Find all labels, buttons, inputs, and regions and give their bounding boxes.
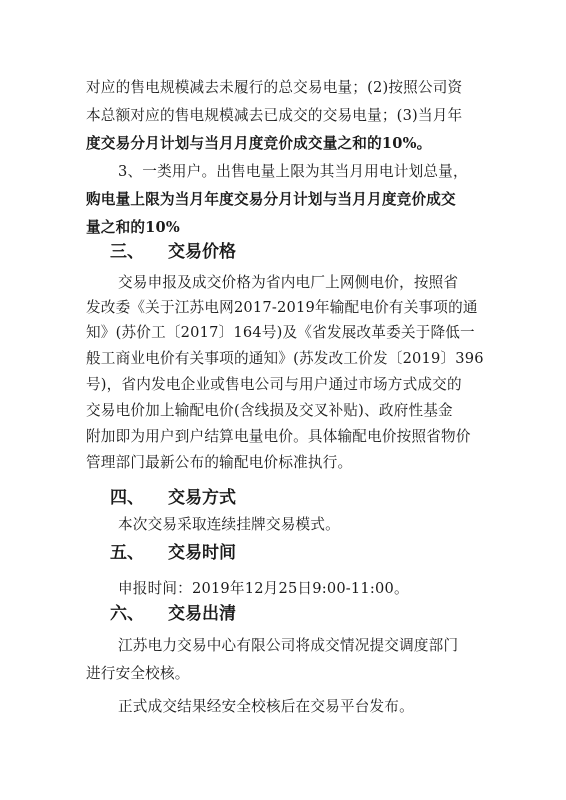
section-title: 交易出清 [168, 604, 236, 624]
paragraph-line: 管理部门最新公布的输配电价标准执行。 [86, 454, 353, 471]
section-title: 交易方式 [168, 488, 236, 508]
paragraph-line: 3、一类用户。出售电量上限为其当月用电计划总量， [118, 163, 468, 180]
paragraph-line: 交易申报及成交价格为省内电厂上网侧电价，按照省 [118, 274, 459, 291]
paragraph-line: 度交易分月计划与当月月度竞价成交量之和的10%。 [86, 135, 432, 152]
paragraph-line: 对应的售电规模减去未履行的总交易电量；(2)按照公司资 [86, 79, 463, 96]
paragraph-line: 进行安全校核。 [86, 665, 190, 682]
section-number: 四、 [110, 488, 144, 508]
section-heading-time [110, 541, 236, 565]
paragraph-line: 附加即为用户到户结算电量电价。具体输配电价按照省物价 [86, 428, 471, 445]
paragraph-line: 发改委《关于江苏电网2017-2019年输配电价有关事项的通 [86, 299, 478, 316]
paragraph-line: 量之和的10% [86, 219, 180, 236]
paragraph-line: 购电量上限为当月年度交易分月计划与当月月度竞价成交 [86, 191, 456, 208]
paragraph-line: 般工商业电价有关事项的通知》(苏发改工价发〔2019〕396 [86, 350, 484, 367]
paragraph-line: 申报时间：2019年12月25日9:00-11:00。 [118, 580, 409, 597]
paragraph-line: 本次交易采取连续挂牌交易模式。 [118, 516, 340, 533]
section-number: 六、 [110, 604, 144, 624]
paragraph-line: 知》(苏价工〔2017〕164号)及《省发展改革委关于降低一 [86, 324, 475, 341]
paragraph-line: 本总额对应的售电规模减去已成交的交易电量；(3)当月年 [86, 107, 463, 124]
section-number: 三、 [110, 242, 144, 262]
section-title: 交易价格 [168, 242, 236, 262]
section-heading-price [110, 240, 236, 264]
paragraph-line: 江苏电力交易中心有限公司将成交情况提交调度部门 [118, 637, 459, 654]
section-heading-method [110, 486, 236, 510]
section-heading-clearing [110, 602, 236, 626]
section-title: 交易时间 [168, 543, 236, 563]
paragraph-line: 交易电价加上输配电价(含线损及交叉补贴)、政府性基金 [86, 402, 453, 419]
paragraph-line: 号)，省内发电企业或售电公司与用户通过市场方式成交的 [86, 376, 462, 393]
section-number: 五、 [110, 543, 144, 563]
paragraph-line: 正式成交结果经安全校核后在交易平台发布。 [118, 698, 414, 715]
